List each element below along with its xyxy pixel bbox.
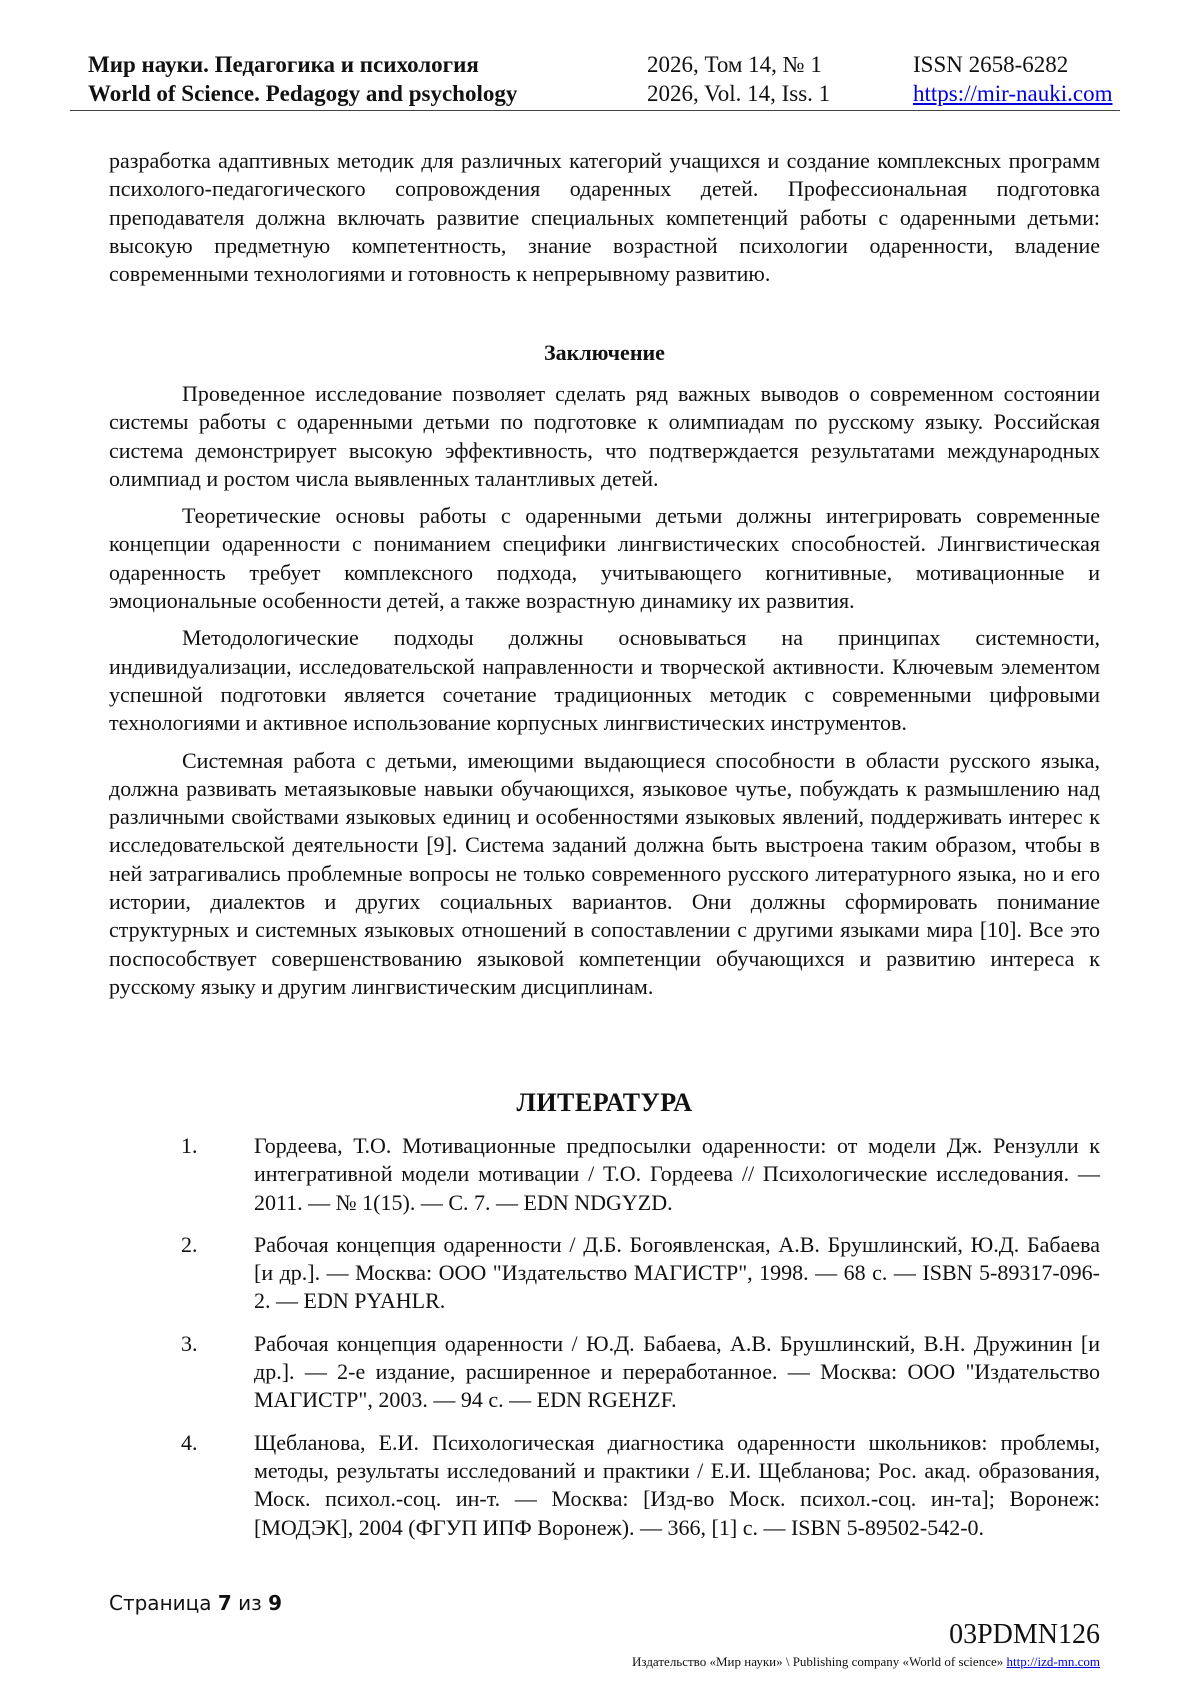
journal-title-ru: Мир науки. Педагогика и психология — [88, 52, 479, 77]
intro-paragraph: разработка адаптивных методик для различных категорий учащихся и создание комплексных программ психолого-педагогического сопровождения одаренных детей. Профессиональная подготовка преподавателя должна включать развитие специальных компетенций работы с одаренными детьми: высокую предметную компетентность, знание возрастной психологии одаренности, владение современными технологиями и готовность к непрерывному развитию. — [109, 148, 1100, 287]
reference-number: 4. — [181, 1429, 198, 1455]
issue-info — [647, 50, 830, 108]
reference-number: 1. — [181, 1133, 198, 1158]
literature-heading: ЛИТЕРАТУРА — [516, 1088, 693, 1117]
journal-header — [70, 50, 1120, 111]
reference-text: Щебланова, Е.И. Психологическая диагностика одаренности школьников: проблемы, методы, результаты исследований и практики / Е.И. Щебланова; Рос. акад. образования, Моск. психол.-соц. ин-т. — Москва: [Изд-во Моск. психол.-соц. ин-та]; Воронеж: [МОДЭК], 2004 (ФГУП ИПФ Воронеж). — 366, [1] с. — ISBN 5-89502-542-0. — [254, 1429, 1100, 1540]
reference-item — [109, 1132, 1100, 1217]
page-current: 7 — [217, 1591, 232, 1615]
issn-block — [913, 50, 1113, 108]
conclusion-paragraph: Проведенное исследование позволяет сделать ряд важных выводов о современном состоянии системы работы с одаренными детьми по подготовке к олимпиадам по русскому языку. Российская система демонстрирует высокую эффективность, что подтверждается результатами международных олимпиад и ростом числа выявленных талантливых детей. — [109, 381, 1100, 491]
reference-item — [109, 1330, 1100, 1415]
article-code: 03PDMN126 — [949, 1619, 1100, 1650]
issn: ISSN 2658-6282 — [913, 52, 1069, 77]
publisher-text: Издательство «Мир науки» \ Publishing company «World of science» — [632, 1654, 1004, 1669]
journal-title-en: World of Science. Pedagogy and psychology — [88, 81, 518, 106]
conclusion-paragraph: Системная работа с детьми, имеющими выдающиеся способности в области русского языка, должна развивать метаязыковые навыки обучающихся, языковое чутье, побуждать к размышлению над различными свойствами языковых единиц и особенностями языковых явлений, поддерживать интерес к исследовательской деятельности [9]. Система заданий должна быть выстроена таким образом, чтобы в ней затрагивались проблемные вопросы не только современного русского литературного языка, но и его истории, диалектов и других социальных вариантов. Они должны сформировать понимание структурных и системных языковых отношений в сопоставлении с другими языками мира [10]. Все это поспособствует совершенствованию языковой компетенции обучающихся и развитию интереса к русскому языку и другим лингвистическим дисциплинам. — [109, 747, 1100, 999]
page-of: из — [238, 1591, 262, 1615]
conclusion-section — [109, 380, 1100, 1010]
issue-info-ru: 2026, Том 14, № 1 — [647, 52, 822, 77]
publisher-line — [632, 1654, 1100, 1670]
page-number — [109, 1591, 282, 1615]
publisher-url-link[interactable]: http://izd-mn.com — [1006, 1654, 1100, 1669]
reference-text: Гордеева, Т.О. Мотивационные предпосылки одаренности: от модели Дж. Рензулли к интегративной модели мотивации / Т.О. Гордеева // Психологические исследования. — 2011. — № 1(15). — С. 7. — EDN NDGYZD. — [254, 1133, 1100, 1215]
reference-item — [109, 1231, 1100, 1316]
reference-number: 2. — [181, 1231, 198, 1257]
conclusion-paragraph: Методологические подходы должны основываться на принципах системности, индивидуализации, исследовательской направленности и творческой активности. Ключевым элементом успешной подготовки является сочетание традиционных методик с современными цифровыми технологиями и активное использование корпусных лингвистических инструментов. — [109, 625, 1100, 736]
reference-text: Рабочая концепция одаренности / Ю.Д. Бабаева, А.В. Брушлинский, В.Н. Дружинин [и др.]. — 2-е издание, расширенное и переработанное. — Москва: ООО "Издательство МАГИСТР", 2003. — 94 с. — EDN RGEHZF. — [254, 1330, 1100, 1413]
reference-number: 3. — [181, 1330, 198, 1356]
page-total: 9 — [268, 1591, 283, 1615]
page-label: Страница — [109, 1591, 212, 1615]
journal-title — [88, 50, 517, 108]
journal-url-link[interactable]: https://mir-nauki.com — [913, 81, 1113, 106]
reference-text: Рабочая концепция одаренности / Д.Б. Богоявленская, А.В. Брушлинский, Ю.Д. Бабаева [и др.]. — Москва: ООО "Издательство МАГИСТР", 1998. — 68 с. — ISBN 5-89317-096-2. — EDN PYAHLR. — [254, 1231, 1100, 1314]
reference-item — [109, 1429, 1100, 1542]
reference-list — [109, 1132, 1100, 1556]
issue-info-en: 2026, Vol. 14, Iss. 1 — [647, 81, 831, 106]
conclusion-heading: Заключение — [544, 340, 665, 365]
conclusion-paragraph: Теоретические основы работы с одаренными детьми должны интегрировать современные концепции одаренности с пониманием специфики лингвистических способностей. Лингвистическая одаренность требует комплексного подхода, учитывающего когнитивные, мотивационные и эмоциональные особенности детей, а также возрастную динамику их развития. — [109, 503, 1100, 614]
intro-section — [109, 147, 1100, 288]
